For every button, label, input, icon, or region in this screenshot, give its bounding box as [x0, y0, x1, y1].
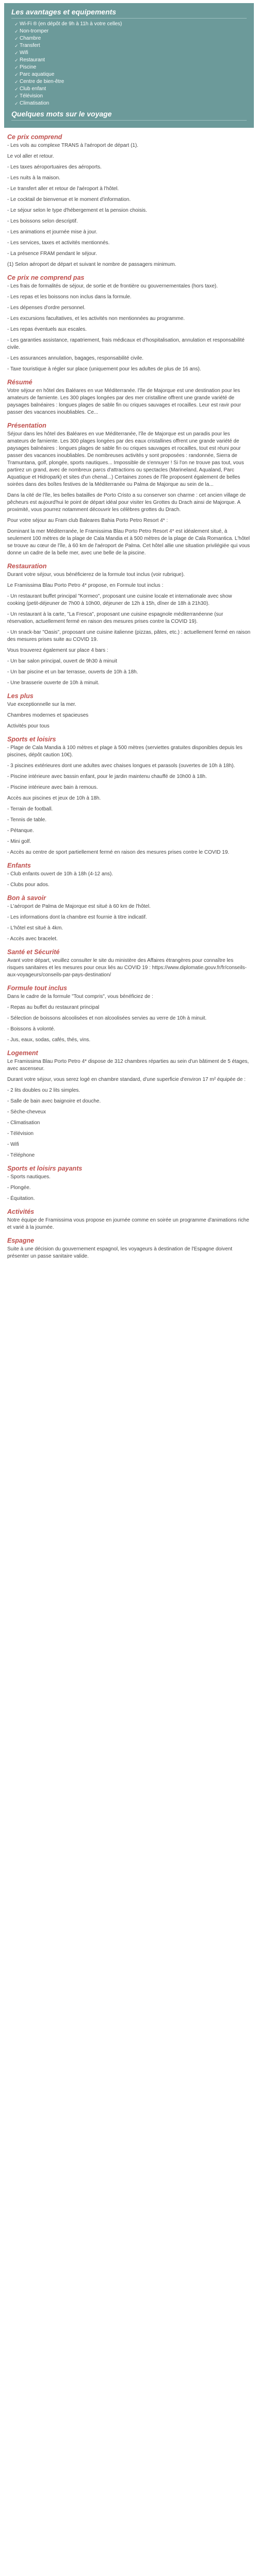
section-paragraph: Votre séjour en hôtel des Baléares en vue Méditerranée. l'île de Majorque est une destination pour les amateurs de farniente. Les 300 plages longées par des mer cristalline offrent une grande variété de paysages balnéaires : longues plages de sable fin ou criques sauvages et rocailles. Leur est ravir pour passer des vacances inoubliables. Ce...: [7, 388, 241, 415]
section-paragraph: - Les dépenses d'ordre personnel.: [7, 305, 86, 311]
section-paragraph: - Sélection de boissons alcoolisées et non alcoolisées servies au verre de 10h à minuit.: [7, 1015, 207, 1021]
advantage-item: [14, 86, 247, 93]
advantage-item: [14, 49, 247, 57]
section-paragraph: - Un restaurant à la carte, "La Fresca", proposant une cuisine espagnole méditerranéenne (sur réservation, actuellement fermé en raison des mesures prises contre la COVID 19).: [7, 612, 223, 624]
section-paragraph: - Un restaurant buffet principal "Kormeo", proposant une cuisine locale et internationale avec show cooking (petit-déjeuner de 7h00 à 10h00, déjeuner de 12h à 15h, dîner de 18h à 21h30).: [7, 594, 232, 606]
section-paragraph: - Salle de bain avec baignoire et douche.: [7, 1098, 101, 1104]
advantage-item: [14, 42, 247, 49]
section-paragraph: - Un bar piscine et un bar terrasse, ouverts de 10h à 18h.: [7, 669, 138, 675]
section-paragraph: - Les animations et journée mise à jour.: [7, 229, 98, 235]
section-paragraph: Durant votre séjour, vous serez logé en chambre standard, d'une superficie d'environ 17 m² équipée de :: [7, 1077, 246, 1082]
advantage-label: Transfert: [20, 43, 40, 48]
advantage-label: Wifi: [20, 50, 28, 56]
advantage-item: [14, 93, 247, 100]
section-paragraph: Durant votre séjour, vous bénéficierez de la formule tout inclus (voir rubrique).: [7, 572, 185, 578]
advantage-label: Non-tromper: [20, 28, 49, 34]
section-paragraph: - Les nuits à la maison.: [7, 175, 60, 181]
section-heading: Santé et Sécurité: [7, 948, 60, 956]
notes-section: [7, 1208, 251, 1231]
notes-section: [7, 1049, 251, 1159]
section-paragraph: - Plage de Cala Mandia à 100 mètres et plage à 500 mètres (serviettes gratuites disponibles depuis les piscines, dépôt caution 10€).: [7, 745, 243, 758]
section-paragraph: - Les repas éventuels aux escales.: [7, 327, 87, 332]
section-paragraph: Le Framissima Blau Porto Petro 4* propose, en Formule tout inclus :: [7, 583, 164, 588]
section-paragraph: - Piscine intérieure avec bain à remous.: [7, 785, 98, 790]
notes-section: [7, 421, 251, 557]
section-heading: Bon à savoir: [7, 894, 46, 902]
advantages-list: [11, 21, 247, 107]
advantage-label: Climatisation: [20, 100, 50, 106]
page: [0, 3, 258, 1270]
section-paragraph: - Les boissons selon descriptif.: [7, 218, 78, 224]
advantage-item: [14, 35, 247, 42]
check-icon: ✓: [14, 50, 19, 56]
check-icon: ✓: [14, 43, 19, 48]
section-paragraph: - Repas au buffet du restaurant principal: [7, 1005, 100, 1010]
section-paragraph: Dans le cadre de la formule "Tout compris", vous bénéficiez de :: [7, 994, 153, 999]
section-paragraph: - L'aéroport de Palma de Majorque est situé à 60 km de l'hôtel.: [7, 904, 151, 909]
section-heading: Sports et loisirs payants: [7, 1165, 83, 1172]
notes-section: [7, 274, 251, 373]
section-paragraph: - Boissons à volonté.: [7, 1026, 55, 1032]
section-paragraph: Séjour dans les hôtel des Baléares en vue Méditerranée, l'île de Majorque est un paradis pour les amateurs de farniente. Les 300 plages longées par des eaux cristallines offrent une grande variété de paysages balnéaires : longues plages de sable fin ou criques sauvages et rocailles, tout est réuni pour passer des vacances inoubliables. De nombreuses activités y sont proposées : randonnée, Sierra de Tramuntana, golf, plongée, sports nautiques... Impossible de s'ennuyer ! Si l'on ne trouve pas tout, vous partirez un grand, avec de nombreux parcs d'attractions ou spectacles (Marineland, Aqualand, Parc Aquatique et Hidropark) et sites d'un chenal...) Certaines zones de l'île proposent également de belles soirées dans des boîtes festives de la Méditerranée ou Palma de Majorque au sein de la...: [7, 431, 244, 487]
section-heading: Logement: [7, 1049, 38, 1057]
notes-section: [7, 984, 251, 1044]
section-paragraph: - Club enfants ouvert de 10h à 18h (4-12 ans).: [7, 871, 114, 877]
check-icon: ✓: [14, 58, 19, 63]
notes-section: [7, 562, 251, 687]
advantages-panel: [4, 3, 254, 128]
section-paragraph: - Les services, taxes et activités mentionnés.: [7, 240, 110, 246]
advantage-label: Restaurant: [20, 57, 45, 63]
section-paragraph: Le vol aller et retour.: [7, 154, 54, 159]
section-paragraph: - Les taxes aéroportuaires des aéroports.: [7, 164, 102, 170]
section-paragraph: - Mini golf.: [7, 839, 31, 844]
section-paragraph: - Le transfert aller et retour de l'aéroport à l'hôtel.: [7, 186, 119, 192]
notes-section: [7, 735, 251, 856]
advantage-item: [14, 21, 247, 28]
section-paragraph: - Téléphone: [7, 1153, 35, 1158]
section-paragraph: Le Framissima Blau Porto Petro 4* dispose de 312 chambres réparties au sein d'un bâtiment de 5 étages, avec ascenseur.: [7, 1059, 249, 1072]
check-icon: ✓: [14, 65, 19, 70]
notes-section: [7, 894, 251, 943]
section-heading: Enfants: [7, 862, 31, 869]
notes-section: [7, 861, 251, 889]
check-icon: ✓: [14, 79, 19, 84]
section-paragraph: - Accès avec bracelet.: [7, 936, 58, 942]
notes-title: Quelques mots sur le voyage: [11, 110, 247, 121]
section-heading: Ce prix ne comprend pas: [7, 274, 85, 281]
notes-section: [7, 1164, 251, 1202]
section-heading: Formule tout inclus: [7, 985, 67, 992]
check-icon: ✓: [14, 29, 19, 34]
section-heading: Restauration: [7, 563, 47, 570]
section-paragraph: - Tennis de table.: [7, 817, 46, 823]
advantage-item: [14, 100, 247, 107]
advantage-label: Centre de bien-être: [20, 79, 64, 84]
advantage-item: [14, 64, 247, 71]
advantage-item: [14, 78, 247, 86]
section-heading: Présentation: [7, 422, 46, 429]
advantages-title: Les avantages et equipements: [11, 8, 247, 19]
section-paragraph: - Les assurances annulation, bagages, responsabilité civile.: [7, 355, 144, 361]
section-paragraph: - Les repas et les boissons non inclus dans la formule.: [7, 294, 132, 300]
section-paragraph: Activités pour tous: [7, 723, 50, 729]
section-paragraph: Vous trouverez également sur place 4 bars :: [7, 648, 108, 653]
section-heading: Espagne: [7, 1237, 35, 1244]
section-paragraph: - Le séjour selon le type d'hébergement et la pension choisis.: [7, 208, 147, 213]
section-paragraph: - Jus, eaux, sodas, cafés, thés, vins.: [7, 1037, 91, 1043]
notes-section: [7, 948, 251, 979]
section-paragraph: - 2 lits doubles ou 2 lits simples.: [7, 1088, 80, 1093]
section-paragraph: - Accès au centre de sport partiellement fermé en raison des mesures prises contre le COVID 19.: [7, 850, 230, 855]
check-icon: ✓: [14, 72, 19, 77]
check-icon: ✓: [14, 36, 19, 41]
advantage-label: Télévision: [20, 93, 43, 99]
check-icon: ✓: [14, 22, 19, 27]
section-paragraph: - Les frais de formalités de séjour, de sortie et de frontière ou gouvernementales (hors taxe).: [7, 283, 218, 289]
section-paragraph: - Clubs pour ados.: [7, 882, 50, 888]
section-paragraph: - Le cocktail de bienvenue et le moment d'information.: [7, 197, 131, 202]
section-paragraph: - Climatisation: [7, 1120, 40, 1126]
advantage-label: Parc aquatique: [20, 72, 55, 77]
advantage-label: Wi-Fi ® (en dépôt de 9h à 11h à votre celles): [20, 21, 122, 27]
section-paragraph: - Une brasserie ouverte de 10h à minuit.: [7, 680, 100, 686]
section-heading: Sports et loisirs: [7, 736, 56, 743]
advantage-item: [14, 57, 247, 64]
section-paragraph: - Les garanties assistance, rapatriement, frais médicaux et d'hospitalisation, annulation et responsabilité civile.: [7, 337, 245, 350]
section-paragraph: Dans la cité de l'île, les belles batailles de Porto Cristo a su conserver son charme : cet ancien village de pêcheurs est aujourd'hui le point de départ idéal pour visiter les Grottes du Drach ainsi de Majorque. A proximité, vous pourrez notamment découvrir les célèbres grottes du Drach.: [7, 493, 246, 513]
section-paragraph: - Wifi: [7, 1142, 19, 1147]
section-paragraph: Vue exceptionnelle sur la mer.: [7, 702, 76, 707]
section-paragraph: - Un bar salon principal, ouvert de 9h30 à minuit: [7, 658, 117, 664]
section-paragraph: Dominant la mer Méditerranée, le Framissima Blau Porto Petro Resort 4* est idéalement situé, à seulement 100 mètres de la plage de Cala Mandia et à 500 mètres de la plage de Cala Romantica. L'hôtel se trouve au cœur de l'île, à 60 km de l'aéroport de Palma. Cet hôtel allie une situation privilégiée qui vous donne un cadre de la belle mer, avec une belle de la piscine.: [7, 529, 250, 556]
check-icon: ✓: [14, 101, 19, 106]
notes-section: [7, 692, 251, 730]
section-paragraph: - Un snack-bar "Oasis", proposant une cuisine italienne (pizzas, pâtes, etc.) : actuellement fermé en raison des mesures prises suite au COVID 19.: [7, 630, 251, 642]
advantage-label: Piscine: [20, 64, 37, 70]
advantage-item: [14, 71, 247, 78]
check-icon: ✓: [14, 87, 19, 92]
section-heading: Ce prix comprend: [7, 133, 62, 141]
section-heading: Résumé: [7, 379, 33, 386]
section-paragraph: - Terrain de football.: [7, 806, 53, 812]
section-paragraph: - Équitation.: [7, 1196, 35, 1201]
section-paragraph: - Taxe touristique à régler sur place (uniquement pour les adultes de plus de 16 ans).: [7, 366, 201, 372]
advantage-item: [14, 28, 247, 35]
section-paragraph: - Télévision: [7, 1131, 34, 1137]
section-paragraph: Avant votre départ, veuillez consulter le site du ministère des Affaires étrangères pour connaître les risques sanitaires et les mesures pour ceux liés au COVID 19 : https://www.diplomatie.gouv.fr/fr/conseils-aux-voyageurs/conseils-par-pays-destination/: [7, 958, 247, 978]
section-paragraph: - Sports nautiques.: [7, 1174, 51, 1180]
advantage-label: Club enfant: [20, 86, 46, 92]
section-paragraph: Pour votre séjour au Fram club Baleares Bahia Porto Petro Resort 4* :: [7, 518, 168, 523]
section-paragraph: Chambres modernes et spacieuses: [7, 713, 89, 718]
section-paragraph: (1) Selon aéroport de départ et suivant le nombre de passagers minimum.: [7, 262, 176, 267]
section-paragraph: - L'hôtel est situé à 4km.: [7, 925, 63, 931]
section-paragraph: - Plongée.: [7, 1185, 31, 1191]
section-paragraph: - 3 piscines extérieures dont une adultes avec chaises longues et parasols (ouvertes de 10h à 18h).: [7, 763, 235, 769]
notes-section: [7, 378, 251, 416]
section-paragraph: Suite à une décision du gouvernement espagnol, les voyageurs à destination de l'Espagne doivent présenter un passe sanitaire valide.: [7, 1246, 233, 1259]
notes-section: [7, 1236, 251, 1260]
section-paragraph: Accès aux piscines et jeux de 10h à 18h.: [7, 795, 101, 801]
section-paragraph: - Les informations dont la chambre est fournie à titre indicatif.: [7, 914, 147, 920]
section-paragraph: - Les excursions facultatives, et les activités non mentionnées au programme.: [7, 316, 185, 321]
section-heading: Les plus: [7, 692, 34, 700]
notes-section: [7, 133, 251, 268]
section-paragraph: Notre équipe de Framissima vous propose en journée comme en soirée un programme d'animations riche et varié à la journée.: [7, 1217, 249, 1230]
section-paragraph: - Piscine intérieure avec bassin enfant, pour le jardin maintenu chauffé de 10h00 à 18h.: [7, 774, 207, 779]
check-icon: ✓: [14, 94, 19, 99]
section-heading: Activités: [7, 1208, 35, 1215]
section-paragraph: - Sèche-cheveux: [7, 1109, 46, 1115]
advantage-label: Chambre: [20, 36, 41, 41]
section-paragraph: - Pétanque.: [7, 828, 34, 834]
section-paragraph: - La présence FRAM pendant le séjour.: [7, 251, 97, 257]
section-paragraph: - Les vols au complexe TRANS à l'aéroport de départ (1).: [7, 143, 139, 148]
notes-content: [0, 133, 258, 1260]
